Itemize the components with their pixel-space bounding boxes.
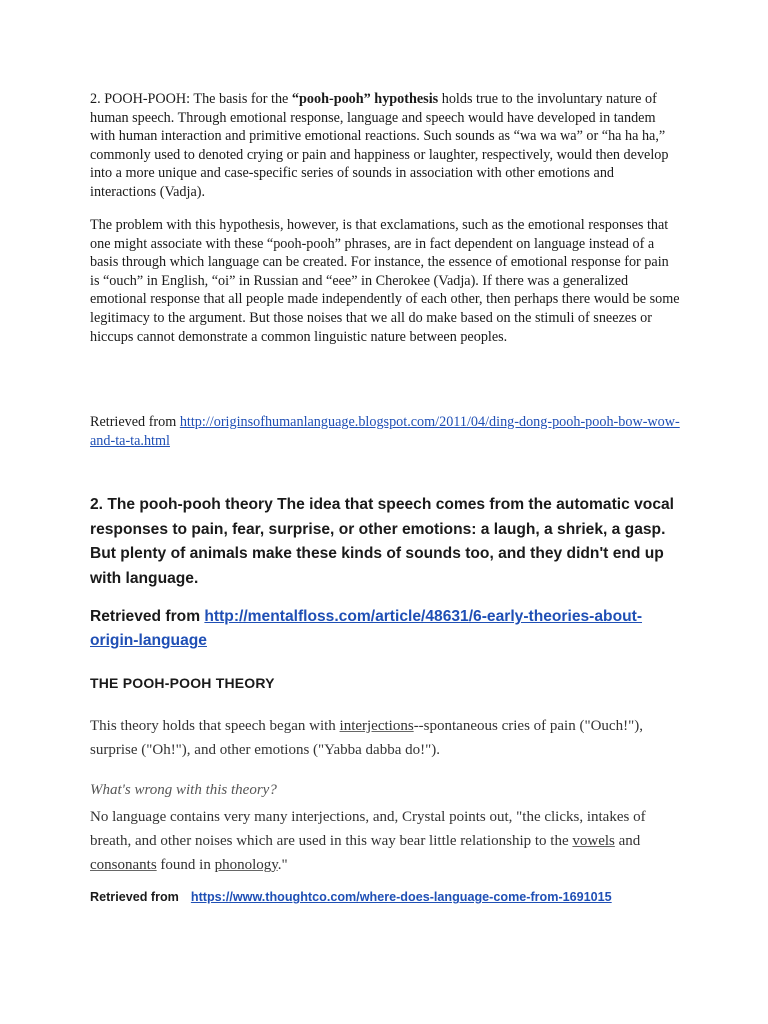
retrieved-label: Retrieved from (90, 414, 180, 430)
critique-end: ." (277, 857, 288, 873)
phonology-link[interactable]: phonology (214, 857, 278, 873)
theory-text-rest: --spontaneous cries of pain ("Ouch!"), surprise ("Oh!"), and other emotions ("Yabba dabba do!"). (90, 718, 643, 758)
retrieved-from-line-1 (90, 413, 690, 450)
mentalfloss-paragraph: 2. The pooh-pooh theory The idea that speech comes from the automatic vocal responses to pain, fear, surprise, or other emotions: a laugh, a shriek, a gasp. But plenty of animals make these kinds of sounds too, and they didn't end up with language. (90, 496, 674, 587)
retrieved-label: Retrieved from (90, 890, 179, 904)
theory-text-start: This theory holds that speech began with (90, 718, 340, 734)
interjections-link[interactable]: interjections (339, 718, 414, 734)
pooh-pooh-intro-paragraph (90, 90, 680, 202)
vowels-link[interactable]: vowels (572, 833, 615, 849)
source-link-thoughtco[interactable]: https://www.thoughtco.com/where-does-language-come-from-1691015 (190, 890, 612, 904)
retrieved-label: Retrieved from (90, 608, 205, 625)
retrieved-from-line-2 (90, 605, 690, 654)
critique-and: and (614, 833, 641, 849)
intro-text-rest: holds true to the involuntary nature of human speech. Through emotional response, language and speech would have developed in tandem with human interaction and primitive emotional reactions. Such sounds as “wa wa wa” or “ha ha ha,” commonly used to denoted crying or pain and happiness or laughter, respectively, would then develop into a more unique and case-specific series of sounds in association with other emotions and interactions (Vadja). (90, 91, 669, 200)
retrieved-from-line-3 (90, 890, 690, 904)
section-heading: THE POOH-POOH THEORY (90, 675, 275, 691)
critique-mid: found in (156, 857, 215, 873)
critique-paragraph (90, 805, 690, 877)
hypothesis-term: “pooh-pooh” hypothesis (291, 91, 439, 107)
problem-paragraph: The problem with this hypothesis, however, is that exclamations, such as the emotional responses that one might associate with these “pooh-pooh” phrases, are in fact dependent on language instead of a basis through which language can be created. For instance, the essence of emotional response for pain is “ouch” in English, “oi” in Russian and “eee” in Cherokee (Vadja). If there was a generalized emotional response that all people made independently of each other, then perhaps there would be some legitimacy to the argument. But those noises that we all do make based on the stimuli of sneezes or hiccups cannot demonstrate a common linguistic nature between peoples. (90, 217, 680, 345)
theory-paragraph (90, 714, 690, 762)
intro-text-start: 2. POOH-POOH: The basis for the (90, 91, 292, 107)
question-line: What's wrong with this theory? (90, 782, 277, 798)
critique-text-start: No language contains very many interjections, and, Crystal points out, "the clicks, intakes of breath, and other noises which are used in this way bear little relationship to the (90, 809, 646, 849)
source-link-mentalfloss[interactable]: http://mentalfloss.com/article/48631/6-early-theories-about-origin-language (90, 608, 643, 650)
source-link-blogspot[interactable]: http://originsofhumanlanguage.blogspot.com/2011/04/ding-dong-pooh-pooh-bow-wow-and-ta-ta.html (90, 414, 680, 449)
consonants-link[interactable]: consonants (90, 857, 157, 873)
